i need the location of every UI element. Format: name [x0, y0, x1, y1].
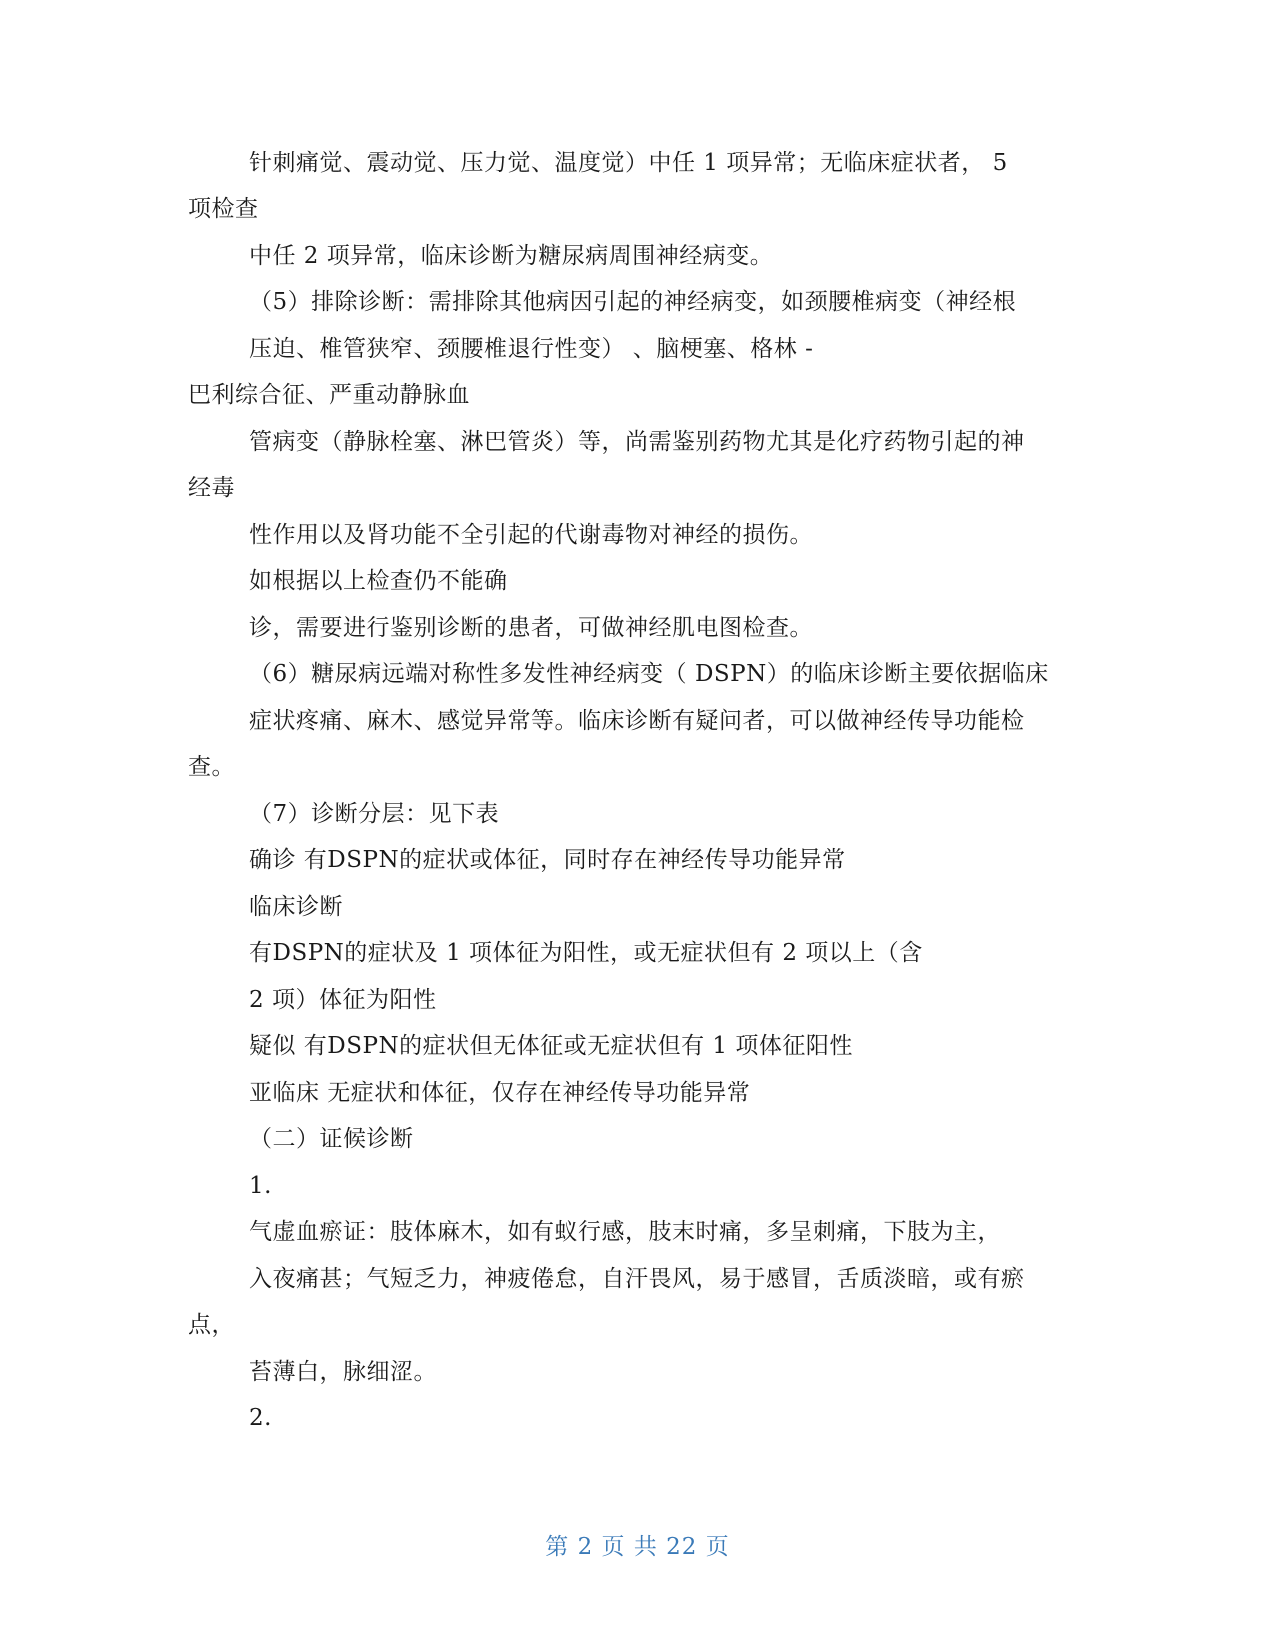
text-line: （7）诊断分层：见下表	[249, 801, 500, 827]
list-number: 1.	[249, 1173, 272, 1199]
text-line: 有DSPN的症状及 1 项体征为阳性，或无症状但有 2 项以上（含	[249, 940, 923, 966]
list-number: 2.	[249, 1405, 272, 1431]
text-line: 入夜痛甚；气短乏力，神疲倦怠，自汗畏风，易于感冒，舌质淡暗，或有瘀	[249, 1266, 1025, 1292]
text-line: 压迫、椎管狭窄、颈腰椎退行性变） 、脑梗塞、格林 -	[249, 336, 814, 362]
page-number-footer: 第 2 页 共 22 页	[545, 1534, 730, 1560]
text-line: 点，	[188, 1312, 235, 1338]
text-line: 疑似 有DSPN的症状但无体征或无症状但有 1 项体征阳性	[249, 1033, 853, 1059]
text-line: 气虚血瘀证：肢体麻木，如有蚁行感，肢末时痛，多呈刺痛，下肢为主，	[249, 1219, 1001, 1245]
text-line: 如根据以上检查仍不能确	[249, 568, 508, 594]
text-line: （6）糖尿病远端对称性多发性神经病变（ DSPN）的临床诊断主要依据临床	[249, 661, 1049, 687]
text-line: 临床诊断	[249, 894, 343, 920]
text-line: 确诊 有DSPN的症状或体征，同时存在神经传导功能异常	[249, 847, 846, 873]
text-line: （5）排除诊断：需排除其他病因引起的神经病变，如颈腰椎病变（神经根	[249, 289, 1017, 315]
text-line: 管病变（静脉栓塞、淋巴管炎）等，尚需鉴别药物尤其是化疗药物引起的神	[249, 429, 1025, 455]
text-line: 诊，需要进行鉴别诊断的患者，可做神经肌电图检查。	[249, 615, 813, 641]
text-line: 查。	[188, 754, 235, 780]
text-line: 巴利综合征、严重动静脉血	[188, 382, 470, 408]
text-line: 性作用以及肾功能不全引起的代谢毒物对神经的损伤。	[249, 522, 813, 548]
text-line: 症状疼痛、麻木、感觉异常等。临床诊断有疑问者，可以做神经传导功能检	[249, 708, 1025, 734]
section-heading: （二）证候诊断	[249, 1126, 414, 1152]
text-line: 中任 2 项异常，临床诊断为糖尿病周围神经病变。	[249, 243, 774, 269]
text-line: 项检查	[188, 196, 259, 222]
text-line: 针刺痛觉、震动觉、压力觉、温度觉）中任 1 项异常；无临床症状者， 5	[249, 150, 1008, 176]
text-line: 苔薄白，脉细涩。	[249, 1359, 437, 1385]
text-line: 2 项）体征为阳性	[249, 987, 437, 1013]
text-line: 经毒	[188, 475, 235, 501]
text-line: 亚临床 无症状和体征，仅存在神经传导功能异常	[249, 1080, 751, 1106]
